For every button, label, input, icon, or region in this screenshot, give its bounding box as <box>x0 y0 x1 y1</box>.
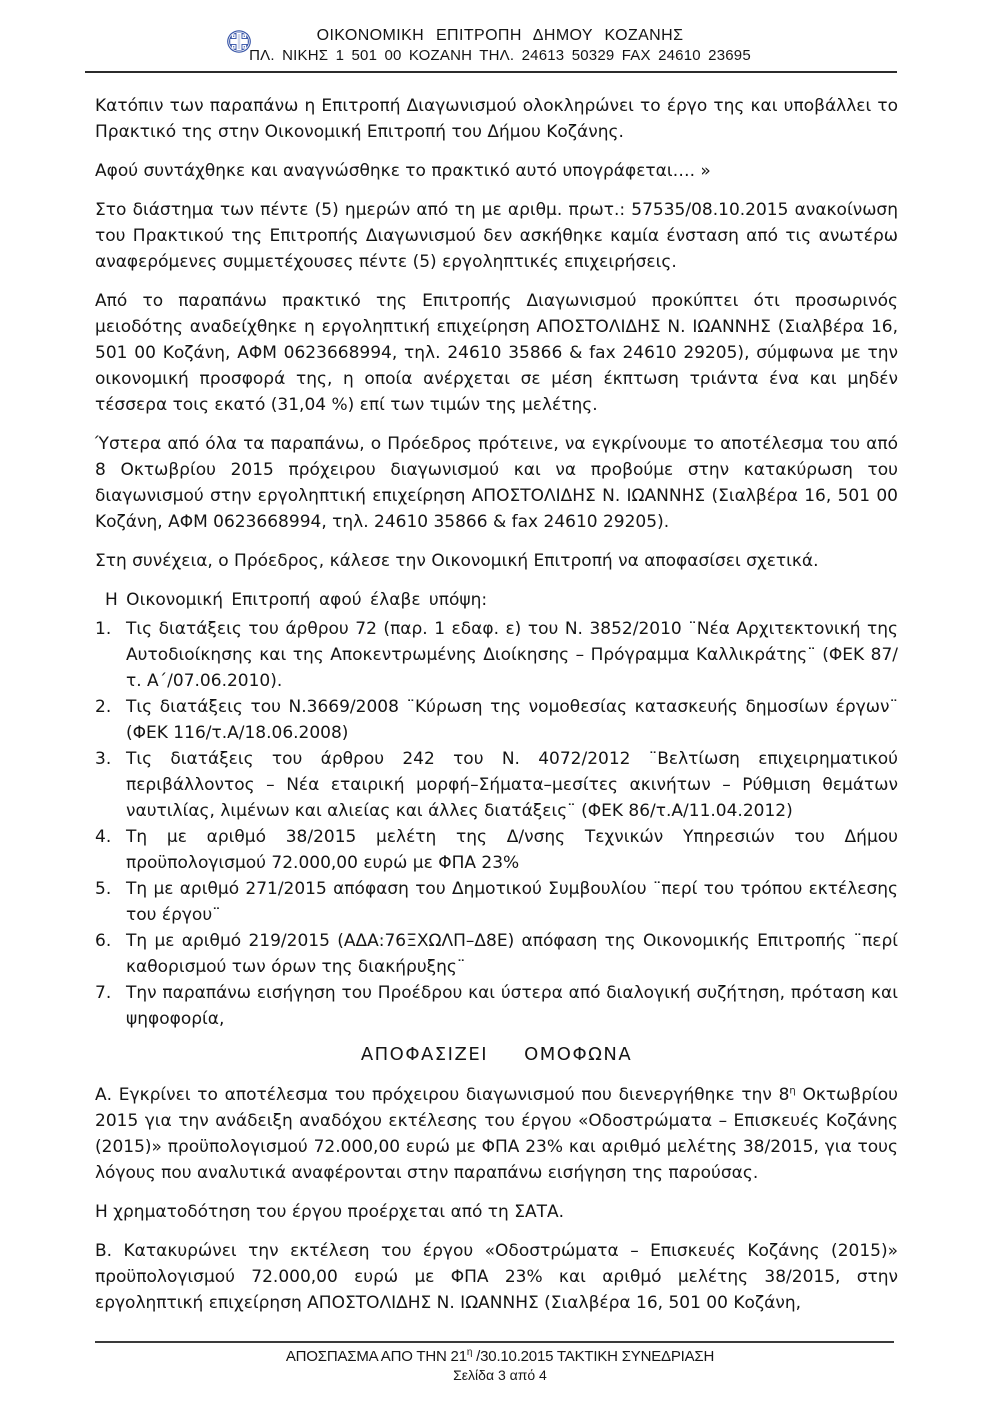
list-item-number: 7. <box>95 983 112 1003</box>
list-item-number: 3. <box>95 749 112 769</box>
list-item-text: Τη με αριθμό 219/2015 (ΑΔΑ:76ΞΧΩΛΠ–Δ8Ε) απόφαση της Οικονομικής Επιτροπής ¨περί καθορισμού των όρων της διακήρυξης¨ <box>126 931 898 977</box>
list-item <box>95 876 898 928</box>
decision-paragraph-a <box>95 1082 898 1186</box>
paragraph: Στη συνέχεια, ο Πρόεδρος, κάλεσε την Οικονομική Επιτροπή να αποφασίσει σχετικά. <box>95 551 819 571</box>
paragraph-group <box>95 93 898 574</box>
list-item <box>95 616 898 694</box>
footer-session-text: ΑΠΟΣΠΑΣΜΑ ΑΠΟ ΤΗΝ 21 <box>285 1348 467 1365</box>
list-item-text: Τις διατάξεις του άρθρου 242 του Ν. 4072/2012 ¨Βελτίωση επιχειρηματικού περιβάλλοντος – Νέα εταιρική μορφή–Σήματα–μεσίτες ακινήτων – Ρύθμιση θεμάτων ναυτιλίας, λιμένων και αλιείας και άλλες διατάξεις¨ (ΦΕΚ 86/τ.Α/11.04.2012) <box>126 749 898 821</box>
considerations-list <box>95 616 898 1032</box>
decision-paragraph-b: Β. Κατακυρώνει την εκτέλεση του έργου «Οδοστρώματα – Επισκευές Κοζάνης (2015)» προϋπολογισμού 72.000,00 ευρώ με ΦΠΑ 23% και αριθμό μελέτης 38/2015, στην εργοληπτική επιχείρηση ΑΠΟΣΤΟΛΙΔΗΣ Ν. ΙΩΑΝΝΗΣ (Σιαλβέρα 16, 501 00 Κοζάνη, <box>95 1241 898 1313</box>
page-header <box>0 0 1000 73</box>
paragraph: Αφού συντάχθηκε και αναγνώσθηκε το πρακτικό αυτό υπογράφεται…. » <box>95 161 711 181</box>
list-item <box>95 694 898 746</box>
ordinal-superscript: η <box>466 1347 473 1358</box>
header-org-name: ΟΙΚΟΝΟΜΙΚΗ ΕΠΙΤΡΟΠΗ ΔΗΜΟΥ ΚΟΖΑΝΗΣ <box>316 27 684 44</box>
municipality-emblem-icon <box>226 29 252 54</box>
page-footer <box>0 1341 1000 1385</box>
list-item-number: 5. <box>95 879 112 899</box>
list-item-number: 4. <box>95 827 112 847</box>
footer-session-text-continued: /30.10.2015 ΤΑΚΤΙΚΗ ΣΥΝΕΔΡΙΑΣΗ <box>472 1348 715 1365</box>
considerations-intro: Η Οικονομική Επιτροπή αφού έλαβε υπόψη: <box>105 590 488 610</box>
list-item-text: Τις διατάξεις του άρθρου 72 (παρ. 1 εδαφ. ε) του Ν. 3852/2010 ¨Νέα Αρχιτεκτονική της Αυτοδιοίκησης και της Αποκεντρωμένης Διοίκησης – Πρόγραμμα Καλλικράτης¨ (ΦΕΚ 87/ τ. Α´/07.06.2010). <box>126 619 898 691</box>
document-body <box>0 73 1000 1316</box>
list-item <box>95 824 898 876</box>
list-item <box>95 928 898 980</box>
list-item-text: Τη με αριθμό 38/2015 μελέτη της Δ/νσης Τεχνικών Υπηρεσιών του Δήμου προϋπολογισμού 72.000,00 ευρώ με ΦΠΑ 23% <box>126 827 898 873</box>
list-item-number: 2. <box>95 697 112 717</box>
list-item-text: Τη με αριθμό 271/2015 απόφαση του Δημοτικού Συμβουλίου ¨περί του τρόπου εκτέλεσης του έργου¨ <box>126 879 898 925</box>
paragraph: Ύστερα από όλα τα παραπάνω, ο Πρόεδρος πρότεινε, να εγκρίνουμε το αποτέλεσμα του από 8 Οκτωβρίου 2015 πρόχειρου διαγωνισμού και να προβούμε στην κατακύρωση του διαγωνισμού στην εργοληπτική επιχείρηση ΑΠΟΣΤΟΛΙΔΗΣ Ν. ΙΩΑΝΝΗΣ (Σιαλβέρα 16, 501 00 Κοζάνη, ΑΦΜ 0623668994, τηλ. 24610 35866 & fax 24610 29205). <box>95 434 898 532</box>
header-org-address: ΠΛ. ΝΙΚΗΣ 1 501 00 ΚΟΖΑΝΗ ΤΗΛ. 24613 50329 FAX 24610 23695 <box>249 47 751 64</box>
footer-page-number: Σελίδα 3 από 4 <box>453 1367 547 1383</box>
paragraph: Από το παραπάνω πρακτικό της Επιτροπής Διαγωνισμού προκύπτει ότι προσωρινός μειοδότης αναδείχθηκε η εργοληπτική επιχείρηση ΑΠΟΣΤΟΛΙΔΗΣ Ν. ΙΩΑΝΝΗΣ (Σιαλβέρα 16, 501 00 Κοζάνη, ΑΦΜ 0623668994, τηλ. 24610 35866 & fax 24610 29205), σύμφωνα με την οικονομική προσφορά της, η οποία ανέρχεται σε μέση έκπτωση τριάντα ένα και μηδέν τέσσερα τοις εκατό (31,04 %) επί των τιμών της μελέτης. <box>95 291 898 415</box>
list-item <box>95 980 898 1032</box>
funding-paragraph: Η χρηματοδότηση του έργου προέρχεται από τη ΣΑΤΑ. <box>95 1202 565 1222</box>
ordinal-superscript: η <box>789 1085 796 1097</box>
footer-divider <box>95 1341 894 1343</box>
paragraph: Κατόπιν των παραπάνω η Επιτροπή Διαγωνισμού ολοκληρώνει το έργο της και υποβάλλει το Πρακτικό της στην Οικονομική Επιτροπή του Δήμου Κοζάνης. <box>95 96 898 142</box>
decision-a-text: Α. Εγκρίνει το αποτέλεσμα του πρόχειρου διαγωνισμού που διενεργήθηκε την 8 <box>95 1085 790 1105</box>
header-divider <box>85 71 897 73</box>
list-item-number: 1. <box>95 619 112 639</box>
list-item-number: 6. <box>95 931 112 951</box>
footer-session-info <box>0 1347 1000 1366</box>
decision-a-text-continued: Οκτωβρίου 2015 για την ανάδειξη αναδόχου εκτέλεσης του έργου «Οδοστρώματα – Επισκευές Κοζάνης (2015)» προϋπολογισμού 72.000,00 ευρώ με ΦΠΑ 23% και αριθμό μελέτης 38/2015, για τους λόγους που αναλυτικά αναφέρονται στην παραπάνω εισήγηση της παρούσας. <box>95 1085 899 1183</box>
list-item-text: Τις διατάξεις του Ν.3669/2008 ¨Κύρωση της νομοθεσίας κατασκευής δημοσίων έργων¨ (ΦΕΚ 116/τ.Α/18.06.2008) <box>126 697 898 743</box>
list-item-text: Την παραπάνω εισήγηση του Προέδρου και ύστερα από διαλογική συζήτηση, πρόταση και ψηφοφορία, <box>126 983 898 1029</box>
decision-heading: ΑΠΟΦΑΣΙΖΕΙ ΟΜΟΦΩΝΑ <box>360 1044 633 1065</box>
list-item <box>95 746 898 824</box>
paragraph: Στο διάστημα των πέντε (5) ημερών από τη με αριθμ. πρωτ.: 57535/08.10.2015 ανακοίνωση του Πρακτικού της Επιτροπής Διαγωνισμού δεν ασκήθηκε καμία ένσταση από τις ανωτέρω αναφερόμενες συμμετέχουσες πέντε (5) εργοληπτικές επιχειρήσεις. <box>95 200 898 272</box>
